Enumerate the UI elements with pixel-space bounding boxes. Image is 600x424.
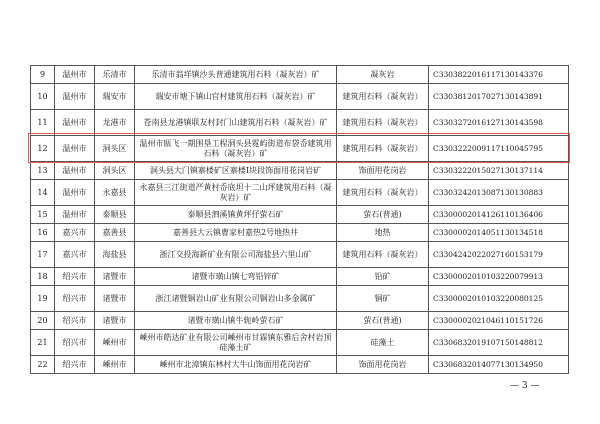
county-cell: 洞头区 (95, 136, 135, 162)
city-cell: 温州市 (55, 66, 95, 84)
row-number-cell: 18 (31, 268, 55, 286)
city-cell: 温州市 (55, 180, 95, 206)
mine-name-cell: 嵊州市北漳镇东林村大牛山饰面用花岗岩矿 (135, 356, 337, 374)
mine-name-cell: 洞头县大门镇寨楼矿区寨楼Ⅰ块段饰面用花岗岩矿 (135, 162, 337, 180)
mineral-cell: 饰面用花岗岩 (337, 356, 429, 374)
mineral-cell: 萤石(普通) (337, 312, 429, 330)
mine-name-cell: 诸暨市璜山镇牛轭岭萤石矿 (135, 312, 337, 330)
mineral-cell: 铜矿 (337, 286, 429, 312)
permit-code-cell: C3303242013087130130883 (429, 180, 569, 206)
city-cell: 温州市 (55, 136, 95, 162)
county-cell: 洞头区 (95, 162, 135, 180)
county-cell: 海盐县 (95, 242, 135, 268)
mineral-cell: 建筑用石料（凝灰岩） (337, 242, 429, 268)
table-row (31, 206, 569, 224)
row-number-cell: 16 (31, 224, 55, 242)
permit-code-cell: C3303812017027130143891 (429, 84, 569, 110)
city-cell: 绍兴市 (55, 330, 95, 356)
mineral-cell: 建筑用石料（凝灰岩） (337, 84, 429, 110)
permit-code-cell: C3300002014051130134518 (429, 224, 569, 242)
table-row (31, 66, 569, 84)
table-row (31, 242, 569, 268)
table-row (31, 330, 569, 356)
permit-code-cell: C3303222015027130137114 (429, 162, 569, 180)
permit-code-cell: C3303222009117110045795 (429, 136, 569, 162)
table-row (31, 224, 569, 242)
county-cell: 嵊州市 (95, 330, 135, 356)
table-row (31, 136, 569, 162)
county-cell: 诸暨市 (95, 312, 135, 330)
city-cell: 绍兴市 (55, 286, 95, 312)
table-row (31, 110, 569, 136)
county-cell: 泰顺县 (95, 206, 135, 224)
row-number-cell: 9 (31, 66, 55, 84)
city-cell: 温州市 (55, 110, 95, 136)
row-number-cell: 21 (31, 330, 55, 356)
row-number-cell: 13 (31, 162, 55, 180)
mine-name-cell: 浙江诸暨铜岩山矿业有限公司铜岩山多金属矿 (135, 286, 337, 312)
permit-code-cell: C3303272016127130143598 (429, 110, 569, 136)
city-cell: 绍兴市 (55, 312, 95, 330)
row-number-cell: 14 (31, 180, 55, 206)
mineral-cell: 萤石(普通) (337, 206, 429, 224)
city-cell: 温州市 (55, 206, 95, 224)
row-number-cell: 12 (31, 136, 55, 162)
mineral-cell: 地热 (337, 224, 429, 242)
table-row (31, 286, 569, 312)
county-cell: 瑞安市 (95, 84, 135, 110)
row-number-cell: 11 (31, 110, 55, 136)
mine-name-cell: 永嘉县三江街道严黄村岙底坦十二山坪建筑用石料（凝灰岩）矿 (135, 180, 337, 206)
city-cell: 嘉兴市 (55, 224, 95, 242)
county-cell: 乐清市 (95, 66, 135, 84)
mine-name-cell: 乐清市翁垟镇沙头普通建筑用石料（凝灰岩）矿 (135, 66, 337, 84)
county-cell: 永嘉县 (95, 180, 135, 206)
permit-code-cell: C3300002021046110151726 (429, 312, 569, 330)
mine-name-cell: 浙江交投海新矿业有限公司海盐县六里山矿 (135, 242, 337, 268)
mine-name-cell: 苍南县龙港镇联友村封门山建筑用石料（凝灰岩）矿 (135, 110, 337, 136)
row-number-cell: 19 (31, 286, 55, 312)
table-row (31, 356, 569, 374)
table-row (31, 312, 569, 330)
row-number-cell: 22 (31, 356, 55, 374)
row-number-cell: 10 (31, 84, 55, 110)
mine-name-cell: 瑞安市塘下镇山官村建筑用石料（凝灰岩）矿 (135, 84, 337, 110)
county-cell: 诸暨市 (95, 268, 135, 286)
mineral-cell: 建筑用石料（凝灰岩） (337, 136, 429, 162)
city-cell: 温州市 (55, 162, 95, 180)
mineral-cell: 饰面用花岗岩 (337, 162, 429, 180)
permit-code-cell: C3306832014077130134950 (429, 356, 569, 374)
row-number-cell: 20 (31, 312, 55, 330)
row-number-cell: 17 (31, 242, 55, 268)
city-cell: 绍兴市 (55, 356, 95, 374)
permit-code-cell: C3304242022027160153179 (429, 242, 569, 268)
mine-name-cell: 温州市瓯飞一期围垦工程洞头县霓屿街道布袋岙建筑用石料（凝灰岩）矿 (135, 136, 337, 162)
mining-permit-table (30, 65, 569, 374)
table-row (31, 84, 569, 110)
table-row (31, 268, 569, 286)
mineral-cell: 凝灰岩 (337, 66, 429, 84)
mineral-cell: 铅矿 (337, 268, 429, 286)
city-cell: 温州市 (55, 84, 95, 110)
county-cell: 嵊州市 (95, 356, 135, 374)
mine-name-cell: 泰顺县泗溪镇黄坪仔萤石矿 (135, 206, 337, 224)
permit-code-cell: C3300002014126110136406 (429, 206, 569, 224)
mine-name-cell: 嵊州市皓达矿业有限公司嵊州市甘霖镇东雅后舍村岩顶硅藻土矿 (135, 330, 337, 356)
permit-code-cell: C3303822016117130143376 (429, 66, 569, 84)
table-body (31, 66, 569, 374)
county-cell: 诸暨市 (95, 286, 135, 312)
table-row (31, 162, 569, 180)
mine-name-cell: 嘉善县大云镇曹家村嘉热2号地热井 (135, 224, 337, 242)
row-number-cell: 15 (31, 206, 55, 224)
permit-code-cell: C3300002010103220079913 (429, 268, 569, 286)
mineral-cell: 建筑用石料（凝灰岩） (337, 110, 429, 136)
table-row (31, 180, 569, 206)
permit-code-cell: C3306832019107150148812 (429, 330, 569, 356)
mineral-cell: 硅藻土 (337, 330, 429, 356)
county-cell: 龙港市 (95, 110, 135, 136)
city-cell: 绍兴市 (55, 268, 95, 286)
mine-name-cell: 诸暨市璜山镇七弯铅锌矿 (135, 268, 337, 286)
page-number: — 3 — (510, 381, 540, 391)
permit-code-cell: C3300002010103220080125 (429, 286, 569, 312)
city-cell: 嘉兴市 (55, 242, 95, 268)
mineral-cell: 建筑用石料（凝灰岩） (337, 180, 429, 206)
county-cell: 嘉善县 (95, 224, 135, 242)
